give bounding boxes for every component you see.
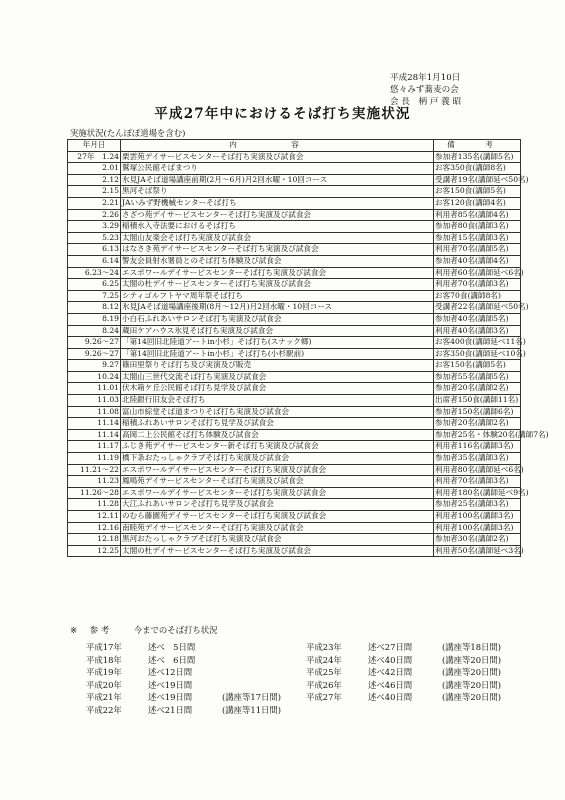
cell-content: 栗雲苑デイサービスセンターそば打ち実演及び試食会 bbox=[121, 151, 434, 163]
cell-date: 2.12 bbox=[68, 174, 121, 186]
cell-content: さざつ苑デイサービスセンターそば打ち実演及び試食会 bbox=[121, 209, 434, 221]
cell-date: 3.29 bbox=[68, 221, 121, 233]
president-name: 会 長 柄 戸 義 昭 bbox=[390, 97, 462, 107]
reference-row bbox=[86, 654, 281, 667]
cell-note: 利用者70名(講師3名) bbox=[434, 476, 521, 488]
cell-date: 9.26～27 bbox=[68, 348, 121, 360]
cell-date: 11.17 bbox=[68, 441, 121, 453]
cell-content: はなさき苑デイサービスセンターそば打ち実演及び試食会 bbox=[121, 244, 434, 256]
table-row bbox=[68, 337, 521, 349]
cell-content: 鷲塚公民館そばまつり bbox=[121, 163, 434, 175]
activity-table bbox=[67, 139, 549, 557]
cell-date: 8.19 bbox=[68, 313, 121, 325]
cell-date: 11.14 bbox=[68, 429, 121, 441]
cell-content: 橋下条おたっしゃクラブそば打ち実演及び試食会 bbox=[121, 453, 434, 465]
cell-note: 利用者40名(講師3名) bbox=[434, 325, 521, 337]
cell-date: 11.08 bbox=[68, 406, 121, 418]
reference-year: 平成25年 bbox=[306, 667, 342, 677]
cell-note: 利用者80名(講師延べ6名) bbox=[434, 464, 521, 476]
cell-content: 篠田里祭りそば打ち及び実演及び販売 bbox=[121, 360, 434, 372]
table-row bbox=[68, 406, 521, 418]
cell-note: 利用者85名(講師4名) bbox=[434, 209, 521, 221]
table-row bbox=[68, 476, 521, 488]
cell-date: 11.19 bbox=[68, 453, 121, 465]
cell-content: 太閤山三世代交流そば打ち実演及び試食会 bbox=[121, 371, 434, 383]
table-row bbox=[68, 151, 521, 163]
table-row bbox=[68, 534, 521, 546]
table-row bbox=[68, 487, 521, 499]
reference-class: (講座等20日間) bbox=[442, 679, 502, 690]
cell-date: 5.23 bbox=[68, 232, 121, 244]
document-title: 平成27年中におけるそば打ち実施状況 bbox=[154, 106, 411, 122]
cell-content: 氷見JAそば道場講座前期(2月～6月)月2回水曜・10回コース bbox=[121, 174, 434, 186]
reference-row bbox=[86, 666, 281, 679]
cell-note: 利用者70名(講師5名) bbox=[434, 244, 521, 256]
cell-content: シティゴルフトヤマ周年祭そば打ち bbox=[121, 290, 434, 302]
table-row bbox=[68, 371, 521, 383]
cell-note: 利用者60名(講師延べ6名) bbox=[434, 267, 521, 279]
cell-note: 利用者50名(講師延べ3名) bbox=[434, 545, 521, 557]
cell-date: 11.03 bbox=[68, 395, 121, 407]
section-subtitle: 実施状況(たんぽぽ道場を含む) bbox=[70, 128, 186, 138]
cell-note: お客150名(講師5名) bbox=[434, 360, 521, 372]
cell-date: 10.24 bbox=[68, 371, 121, 383]
cell-note: 参加者40名(講師4名) bbox=[434, 255, 521, 267]
table-row bbox=[68, 522, 521, 534]
cell-note: 受講者19名(講師延べ50名) bbox=[434, 174, 521, 186]
cell-note: お客350食(講師延べ10名) bbox=[434, 348, 521, 360]
cell-note: 利用者180名(講師延べ9名) bbox=[434, 487, 521, 499]
reference-class: (講座等20日間) bbox=[442, 654, 502, 665]
cell-note: 参加者25名(講師3名) bbox=[434, 499, 521, 511]
cell-note: 利用者116名(講師3名) bbox=[434, 441, 521, 453]
table-row bbox=[68, 429, 521, 441]
cell-note: 参加者35名(講師3名) bbox=[434, 453, 521, 465]
reference-heading bbox=[70, 624, 218, 636]
reference-year: 平成20年 bbox=[86, 679, 122, 690]
reference-year: 平成21年 bbox=[86, 692, 122, 702]
table-body bbox=[68, 151, 549, 557]
cell-note: 利用者100名(講師3名) bbox=[434, 522, 521, 534]
cell-note: お客120食(講師4名) bbox=[434, 197, 521, 209]
cell-content: エスポワールデイサービスセンターそば打ち実演及び試食会 bbox=[121, 267, 434, 279]
reference-days: 述べ 6日間 bbox=[148, 654, 196, 665]
reference-row bbox=[306, 679, 501, 692]
document-date: 平成28年1月10日 bbox=[390, 73, 461, 83]
cell-content: 富山市綜堂そば道まつりそば打ち実演及び試食会 bbox=[121, 406, 434, 418]
cell-content: 稲積ふれあいサロンそば打ち見学及び試食会 bbox=[121, 418, 434, 430]
cell-note: 利用者70名(講師3名) bbox=[434, 279, 521, 291]
cell-date: 12.11 bbox=[68, 511, 121, 523]
cell-date: 11.21～22 bbox=[68, 464, 121, 476]
table-row bbox=[68, 441, 521, 453]
table-row bbox=[68, 383, 521, 395]
cell-content: 太閤の杜デイサービスセンターそば打ち実演及び試食会 bbox=[121, 545, 434, 557]
reference-days: 述べ42日間 bbox=[368, 667, 413, 677]
cell-note: 出席者150食(講師11名) bbox=[434, 395, 521, 407]
reference-list-right bbox=[306, 641, 501, 704]
cell-date: 6.25 bbox=[68, 279, 121, 291]
reference-year: 平成27年 bbox=[306, 692, 342, 702]
reference-year: 平成23年 bbox=[306, 642, 342, 652]
cell-content: 小白石ふれあいサロンそば打ち実演及び試食会 bbox=[121, 313, 434, 325]
cell-content: 氷見JAそば道場講座後期(8月～12月)月2回水曜・10回コース bbox=[121, 302, 434, 314]
reference-row bbox=[86, 704, 281, 717]
table-row bbox=[68, 418, 521, 430]
reference-days: 述べ19日間 bbox=[148, 692, 193, 702]
reference-days: 述べ 5日間 bbox=[148, 642, 196, 652]
cell-content: JAいみず野機械センターそば打ち bbox=[121, 197, 434, 209]
cell-note: 参加者150名(講師6名) bbox=[434, 406, 521, 418]
cell-content: エスポワールデイサービスセンターそば打ち実演及び試食会 bbox=[121, 464, 434, 476]
cell-content: エスポワールデイサービスセンターそば打ち実演及び試食会 bbox=[121, 487, 434, 499]
reference-class: (講座等20日間) bbox=[442, 667, 502, 677]
cell-content: ふじき苑デイサービスセンター新そば打ち実演及び試食会 bbox=[121, 441, 434, 453]
table-row bbox=[68, 290, 521, 302]
cell-note: 受講者22名(講師延べ50名) bbox=[434, 302, 521, 314]
cell-content: 稲積水入寺法要におけるそば打ち bbox=[121, 221, 434, 233]
cell-date: 11.26～28 bbox=[68, 487, 121, 499]
reference-days: 述べ12日間 bbox=[148, 667, 193, 677]
table-row bbox=[68, 348, 521, 360]
cell-date: 12.18 bbox=[68, 534, 121, 546]
cell-date: 9.27 bbox=[68, 360, 121, 372]
cell-note: 参加者20名(講師2名) bbox=[434, 418, 521, 430]
table-row bbox=[68, 174, 521, 186]
reference-label: 参 考 bbox=[89, 625, 110, 635]
table-row bbox=[68, 197, 521, 209]
cell-content: 太閤山友楽会そば打ち実演及び試食会 bbox=[121, 232, 434, 244]
table-row bbox=[68, 453, 521, 465]
reference-row bbox=[86, 679, 281, 692]
cell-date: 2.15 bbox=[68, 186, 121, 198]
cell-date: 7.25 bbox=[68, 290, 121, 302]
cell-note: 参加者40名(講師5名) bbox=[434, 313, 521, 325]
reference-mark: ※ bbox=[70, 625, 78, 635]
cell-note: 参加者55名(講師5名) bbox=[434, 371, 521, 383]
cell-date: 8.12 bbox=[68, 302, 121, 314]
table-row bbox=[68, 313, 521, 325]
cell-date: 6.14 bbox=[68, 255, 121, 267]
table-row bbox=[68, 545, 521, 557]
table-row bbox=[68, 209, 521, 221]
cell-date: 6.23～24 bbox=[68, 267, 121, 279]
cell-note: 参加者20名(講師2名) bbox=[434, 383, 521, 395]
cell-content: 伏木箱ケ丘公民館そば打ち見学及び試食会 bbox=[121, 383, 434, 395]
cell-note: お客70食(講師8名) bbox=[434, 290, 521, 302]
reference-days: 述べ40日間 bbox=[368, 692, 413, 702]
reference-subheading: 今までのそば打ち状況 bbox=[133, 625, 218, 635]
cell-content: 警友会員射水署員とのそば打ち体験及び試食会 bbox=[121, 255, 434, 267]
reference-class: (講座等17日間) bbox=[222, 692, 282, 702]
cell-content: 「第14回旧北陸道アートin小杉」そば打ち(小杉駅前) bbox=[121, 348, 434, 360]
table-row bbox=[68, 302, 521, 314]
table-row bbox=[68, 186, 521, 198]
reference-class: (講座等18日間) bbox=[442, 642, 502, 652]
reference-list-left bbox=[86, 641, 281, 716]
reference-days: 述べ46日間 bbox=[368, 679, 413, 690]
cell-date: 11.14 bbox=[68, 418, 121, 430]
reference-row bbox=[306, 691, 501, 704]
cell-content: のむら藤園苑デイサービスセンターそば打ち実演及び試食会 bbox=[121, 511, 434, 523]
cell-note: お客150食(講師5名) bbox=[434, 186, 521, 198]
cell-note: お客400食(講師延べ11名) bbox=[434, 337, 521, 349]
cell-content: 大江ふれあいサロンそば打ち見学及び試食会 bbox=[121, 499, 434, 511]
cell-date: 12.25 bbox=[68, 545, 121, 557]
table-row bbox=[68, 325, 521, 337]
table-header-row bbox=[68, 140, 521, 152]
cell-content: 黒河おたっしゃクラブそば打ち実演及び試食会 bbox=[121, 534, 434, 546]
cell-date: 2.26 bbox=[68, 209, 121, 221]
cell-content: 南睦苑デイサービスセンターそば打ち実演及び試食会 bbox=[121, 522, 434, 534]
cell-date: 2.21 bbox=[68, 197, 121, 209]
cell-content: 鳳鳴苑デイサービスセンターそば打ち実演及び試食会 bbox=[121, 476, 434, 488]
reference-year: 平成19年 bbox=[86, 667, 122, 677]
cell-date: 12.16 bbox=[68, 522, 121, 534]
header-content: 内 容 bbox=[121, 140, 434, 152]
reference-days: 述べ27日間 bbox=[368, 642, 413, 652]
organization-name: 悠々みず蕎麦の会 bbox=[390, 85, 459, 95]
reference-row bbox=[86, 641, 281, 654]
cell-date: 11.28 bbox=[68, 499, 121, 511]
cell-note: 参加者80食(講師3名) bbox=[434, 221, 521, 233]
reference-row bbox=[306, 666, 501, 679]
cell-content: 北陸銀行旧友会そば打ち bbox=[121, 395, 434, 407]
reference-days: 述べ19日間 bbox=[148, 679, 193, 690]
cell-date: 6.13 bbox=[68, 244, 121, 256]
reference-year: 平成22年 bbox=[86, 704, 122, 715]
cell-date: 11.01 bbox=[68, 383, 121, 395]
reference-days: 述べ21日間 bbox=[148, 704, 193, 715]
cell-note: お客350食(講師8名) bbox=[434, 163, 521, 175]
cell-note: 参加者25名・体験20名(講師7名) bbox=[434, 429, 521, 441]
cell-date: 2.01 bbox=[68, 163, 121, 175]
table-row bbox=[68, 255, 521, 267]
table-row bbox=[68, 395, 521, 407]
cell-note: 利用者100名(講師3名) bbox=[434, 511, 521, 523]
reference-row bbox=[306, 641, 501, 654]
cell-content: 黒河そば祭り bbox=[121, 186, 434, 198]
table-row bbox=[68, 221, 521, 233]
reference-year: 平成24年 bbox=[306, 654, 342, 665]
cell-content: 蔵田ケアハウス氷見そば打ち実演及び試食会 bbox=[121, 325, 434, 337]
table-row bbox=[68, 267, 521, 279]
table-row bbox=[68, 232, 521, 244]
cell-date: 11.23 bbox=[68, 476, 121, 488]
table-row bbox=[68, 244, 521, 256]
cell-note: 参加者135名(講師5名) bbox=[434, 151, 521, 163]
reference-year: 平成17年 bbox=[86, 642, 122, 652]
reference-year: 平成26年 bbox=[306, 679, 342, 690]
reference-class: (講座等11日間) bbox=[222, 704, 282, 715]
table-row bbox=[68, 279, 521, 291]
table-row bbox=[68, 163, 521, 175]
cell-note: 参加者15名(講師3名) bbox=[434, 232, 521, 244]
cell-date: 9.26～27 bbox=[68, 337, 121, 349]
table-row bbox=[68, 511, 521, 523]
cell-content: 太閤の杜デイサービスセンターそば打ち実演及び試食会 bbox=[121, 279, 434, 291]
table-row bbox=[68, 360, 521, 372]
header-date: 年月日 bbox=[68, 140, 121, 152]
cell-note: 参加者30名(講師2名) bbox=[434, 534, 521, 546]
table-row bbox=[68, 499, 521, 511]
reference-row bbox=[86, 691, 281, 704]
cell-content: 「第14回旧北陸道アートin小杉」そば打ち(スナック郷) bbox=[121, 337, 434, 349]
reference-days: 述べ40日間 bbox=[368, 654, 413, 665]
reference-year: 平成18年 bbox=[86, 654, 122, 665]
reference-row bbox=[306, 654, 501, 667]
header-note: 備 考 bbox=[434, 140, 521, 152]
cell-content: 高岡二上公民館そば打ち体験及び試食会 bbox=[121, 429, 434, 441]
reference-class: (講座等20日間) bbox=[442, 692, 502, 702]
cell-date: 27年 1.24 bbox=[68, 151, 121, 163]
cell-date: 8.24 bbox=[68, 325, 121, 337]
table-row bbox=[68, 464, 521, 476]
